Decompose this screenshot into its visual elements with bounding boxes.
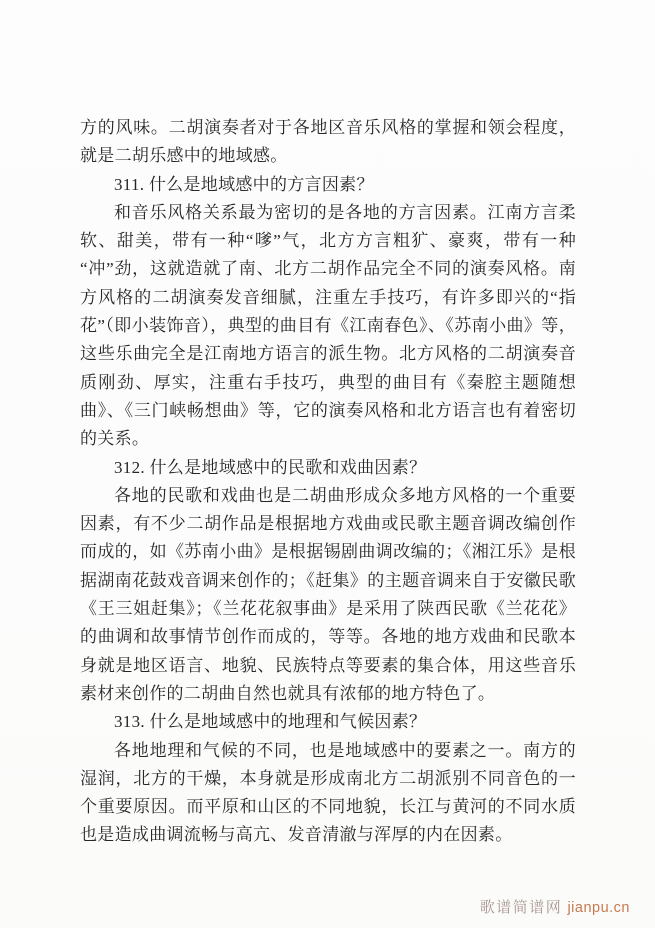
answer-313: 各地地理和气候的不同，也是地域感中的要素之一。南方的湿润，北方的干燥，本身就是形成南北方二胡派别不同音色的一个重要原因。而平原和山区的不同地貌，长江与黄河的不同水质也是造成曲调流畅与高亢、发音清澈与浑厚的内在因素。 [80, 740, 576, 845]
watermark [480, 896, 630, 917]
question-313: 313. 什么是地域感中的地理和气候因素？ [114, 712, 427, 732]
question-311: 311. 什么是地域感中的方言因素？ [114, 174, 374, 194]
page-text-block [80, 114, 576, 850]
question-312: 312. 什么是地域感中的民歌和戏曲因素？ [114, 457, 427, 477]
answer-311: 和音乐风格关系最为密切的是各地的方言因素。江南方言柔软、甜美，带有一种“嗲”气，北方方言粗犷、豪爽，带有一种“冲”劲，这就造就了南、北方二胡作品完全不同的演奏风格。南方风格的二胡演奏发音细腻，注重左手技巧，有许多即兴的“指花”（即小装饰音），典型的曲目有《江南春色》、《苏南小曲》等，这些乐曲完全是江南地方语言的派生物。北方风格的二胡演奏音质刚劲、厚实，注重右手技巧，典型的曲目有《秦腔主题随想曲》、《三门峡畅想曲》等，它的演奏风格和北方语言也有着密切的关系。 [80, 202, 576, 449]
paragraph-continuation: 方的风味。二胡演奏者对于各地区音乐风格的掌握和领会程度，就是二胡乐感中的地域感。 [80, 118, 576, 166]
watermark-site-name: 歌谱简谱网 [479, 900, 563, 916]
watermark-site-url: jianpu.cn [567, 900, 630, 916]
answer-312: 各地的民歌和戏曲也是二胡曲形成众多地方风格的一个重要因素，有不少二胡作品是根据地方戏曲或民歌主题音调改编创作而成的，如《苏南小曲》是根据锡剧曲调改编的；《湘江乐》是根据湖南花鼓戏音调来创作的；《赶集》的主题音调来自于安徽民歌《王三姐赶集》；《兰花花叙事曲》是采用了陕西民歌《兰花花》的曲调和故事情节创作而成的，等等。各地的地方戏曲和民歌本身就是地区语言、地貌、民族特点等要素的集合体，用这些音乐素材来创作的二胡曲自然也就具有浓郁的地方特色了。 [80, 485, 576, 703]
